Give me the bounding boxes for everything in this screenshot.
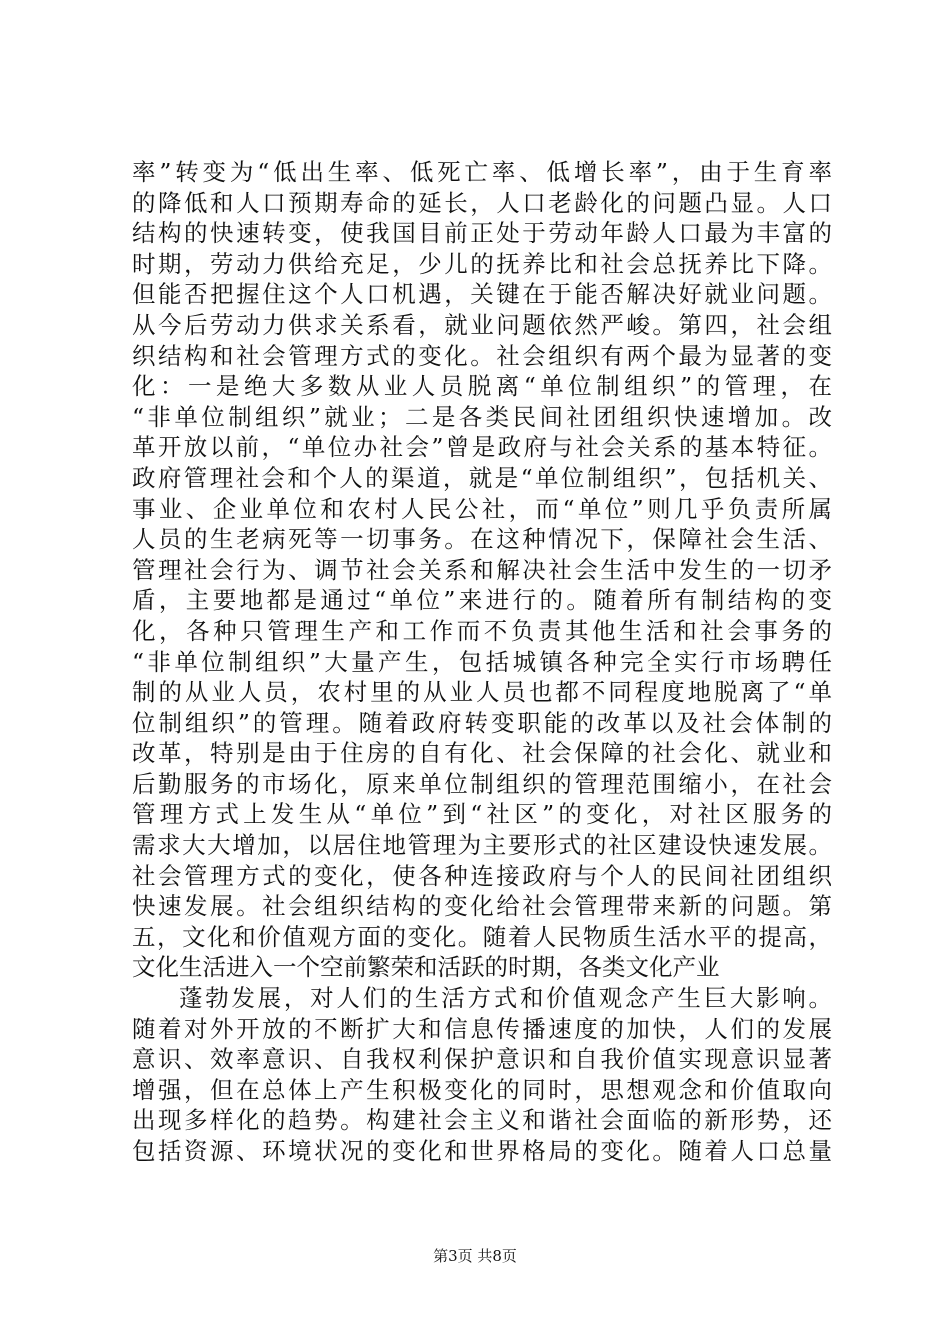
text-line-5: 但能否把握住这个人口机遇，关键在于能否解决好就业问题。 <box>132 280 832 309</box>
text-line-3: 结构的快速转变，使我国目前正处于劳动年龄人口最为丰富的 <box>132 219 832 248</box>
text-line-28: 蓬勃发展，对人们的生活方式和价值观念产生巨大影响。 <box>179 984 832 1013</box>
text-line-18: 制的从业人员，农村里的从业人员也都不同程度地脱离了“单 <box>132 678 832 707</box>
text-line-16: 化，各种只管理生产和工作而不负责其他生活和社会事务的 <box>132 616 832 645</box>
text-line-21: 后勤服务的市场化，原来单位制组织的管理范围缩小，在社会 <box>132 769 832 798</box>
text-line-33: 包括资源、环境状况的变化和世界格局的变化。随着人口总量 <box>132 1137 832 1165</box>
page-number-footer: 第3页 共8页 <box>433 1247 517 1265</box>
text-line-32: 出现多样化的趋势。构建社会主义和谐社会面临的新形势，还 <box>132 1106 832 1135</box>
text-line-19: 位制组织”的管理。随着政府转变职能的改革以及社会体制的 <box>132 708 832 737</box>
text-line-9: “非单位制组织”就业；二是各类民间社团组织快速增加。改 <box>132 402 832 431</box>
text-line-23: 需求大大增加，以居住地管理为主要形式的社区建设快速发展。 <box>132 831 832 860</box>
text-line-8: 化：一是绝大多数从业人员脱离“单位制组织”的管理，在 <box>132 372 832 401</box>
text-line-29: 随着对外开放的不断扩大和信息传播速度的加快，人们的发展 <box>132 1014 832 1043</box>
text-line-30: 意识、效率意识、自我权利保护意识和自我价值实现意识显著 <box>132 1045 832 1074</box>
text-line-2: 的降低和人口预期寿命的延长，人口老龄化的问题凸显。人口 <box>132 188 832 217</box>
text-line-11: 政府管理社会和个人的渠道，就是“单位制组织”，包括机关、 <box>132 463 832 492</box>
text-line-31: 增强，但在总体上产生积极变化的同时，思想观念和价值取向 <box>132 1075 832 1104</box>
text-line-10: 革开放以前，“单位办社会”曾是政府与社会关系的基本特征。 <box>132 433 832 462</box>
text-line-6: 从今后劳动力供求关系看，就业问题依然严峻。第四，社会组 <box>132 310 832 339</box>
text-line-20: 改革，特别是由于住房的自有化、社会保障的社会化、就业和 <box>132 739 832 768</box>
text-line-24: 社会管理方式的变化，使各种连接政府与个人的民间社团组织 <box>132 861 832 890</box>
text-line-27: 文化生活进入一个空前繁荣和活跃的时期，各类文化产业 <box>132 953 720 982</box>
text-line-26: 五，文化和价值观方面的变化。随着人民物质生活水平的提高， <box>132 922 832 951</box>
text-line-22: 管理方式上发生从“单位”到“社区”的变化，对社区服务的 <box>132 800 832 829</box>
text-line-7: 织结构和社会管理方式的变化。社会组织有两个最为显著的变 <box>132 341 832 370</box>
body-text <box>132 157 832 1167</box>
text-line-1: 率”转变为“低出生率、低死亡率、低增长率”，由于生育率 <box>132 158 832 186</box>
text-line-25: 快速发展。社会组织结构的变化给社会管理带来新的问题。第 <box>132 892 832 921</box>
text-line-15: 盾，主要地都是通过“单位”来进行的。随着所有制结构的变 <box>132 586 832 615</box>
text-line-13: 人员的生老病死等一切事务。在这种情况下，保障社会生活、 <box>132 525 832 554</box>
text-line-4: 时期，劳动力供给充足，少儿的抚养比和社会总抚养比下降。 <box>132 249 832 278</box>
text-line-14: 管理社会行为、调节社会关系和解决社会生活中发生的一切矛 <box>132 555 832 584</box>
text-line-17: “非单位制组织”大量产生，包括城镇各种完全实行市场聘任 <box>132 647 832 676</box>
text-line-12: 事业、企业单位和农村人民公社，而“单位”则几乎负责所属 <box>132 494 832 523</box>
